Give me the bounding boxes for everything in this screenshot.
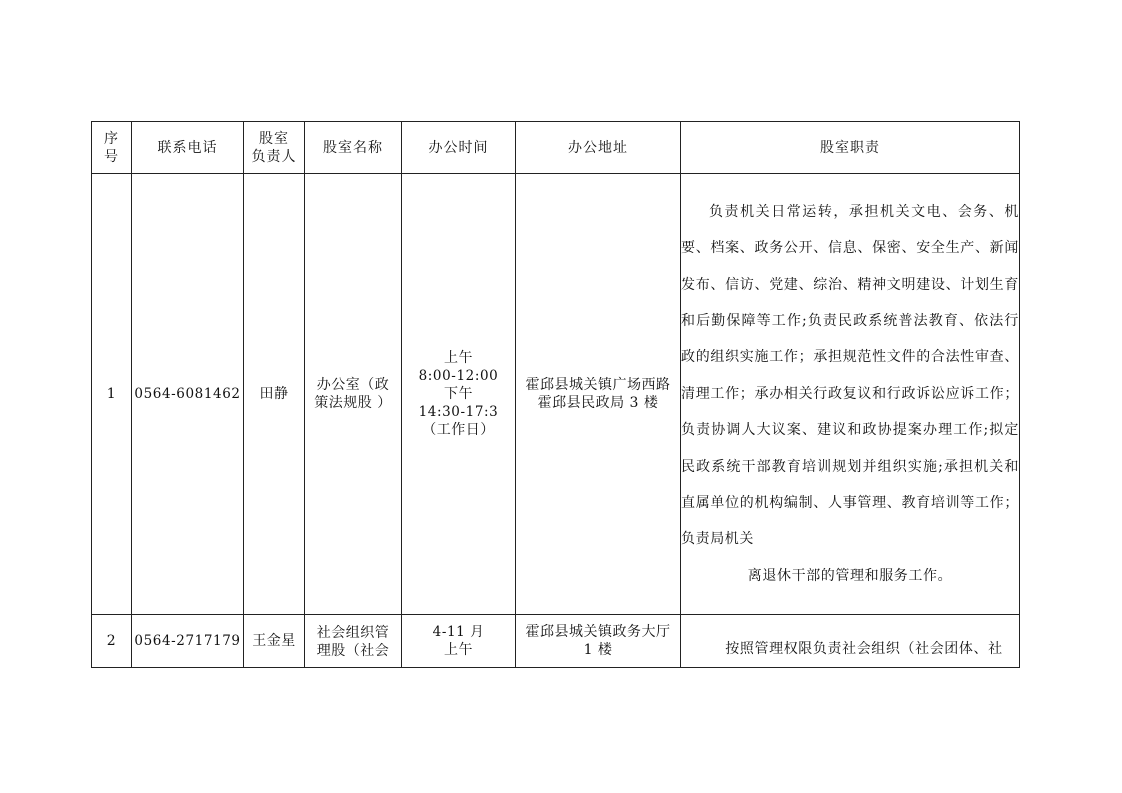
duties-text: 按照管理权限负责社会组织（社会团体、社	[725, 640, 1003, 657]
phone-cell: 0564-2717179	[132, 615, 244, 668]
duties-cell	[681, 174, 1020, 615]
table-row	[92, 174, 1020, 615]
table-row	[92, 615, 1020, 668]
header-row	[92, 122, 1020, 174]
seq-cell: 2	[92, 615, 132, 668]
hours-cell: 4-11 月 上午	[402, 615, 516, 668]
head-cell: 田静	[244, 174, 305, 615]
duties-text-last: 离退休干部的管理和服务工作。	[747, 567, 953, 584]
header-duties: 股室职责	[681, 122, 1020, 174]
header-address: 办公地址	[516, 122, 681, 174]
head-cell: 王金星	[244, 615, 305, 668]
header-hours: 办公时间	[402, 122, 516, 174]
address-cell: 霍邱县城关镇政务大厅 1 楼	[516, 615, 681, 668]
header-seq: 序 号	[92, 122, 132, 174]
header-name: 股室名称	[305, 122, 402, 174]
hours-cell: 上午 8:00-12:00 下午 14:30-17:3 （工作日）	[402, 174, 516, 615]
duties-text: 负责机关日常运转，承担机关文电、会务、机要、档案、政务公开、信息、保密、安全生产、新闻发布、信访、党建、综治、精神文明建设、计划生育和后勤保障等工作;负责民政系统普法教育、依法行政的组织实施工作；承担规范性文件的合法性审查、清理工作；承办相关行政复议和行政诉讼应诉工作；负责协调人大议案、建议和政协提案办理工作;拟定民政系统干部教育培训规划并组织实施;承担机关和直属单位的机构编制、人事管理、教育培训等工作；负责局机关	[681, 203, 1019, 548]
header-phone: 联系电话	[132, 122, 244, 174]
dept-name-cell: 社会组织管理股（社会	[305, 615, 402, 668]
dept-name-cell: 办公室（政策法规股 ）	[305, 174, 402, 615]
seq-cell: 1	[92, 174, 132, 615]
address-cell: 霍邱县城关镇广场西路霍邱县民政局 3 楼	[516, 174, 681, 615]
phone-cell: 0564-6081462	[132, 174, 244, 615]
duties-cell	[681, 615, 1020, 668]
header-head: 股室 负责人	[244, 122, 305, 174]
department-table	[91, 121, 1020, 668]
